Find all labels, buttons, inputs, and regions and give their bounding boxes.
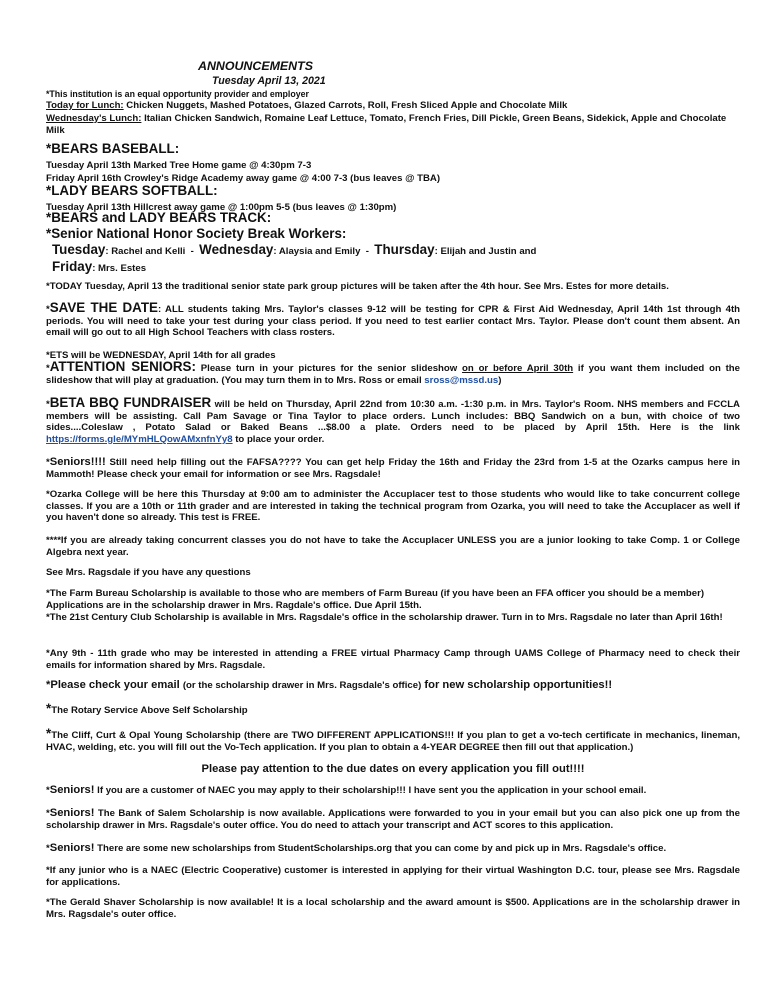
- student-scholarships-notice: *Seniors! There are some new scholarships from StudentScholarships.org that you can come by and pick up in Mrs. Ragsdale's office.: [46, 842, 667, 854]
- beta-bbq-text: will be held on Thursday, April 22nd from 10:30 a.m. -1:30 p.m. in Mrs. Taylor's Room. NHS members and FCCLA members will be assisting. Call Pam Savage or Tina Taylor to place orders. Lunch includes: BBQ Sandwich on a bun, with choice of two sides....Coleslaw , Potato Salad or Baked Beans ...$8.00 a plate. Orders need to be placed by April 15th. Here is the link: [46, 399, 740, 434]
- baseball-game-2: Friday April 16th Crowley's Ridge Academy away game @ 4:00 7-3 (bus leaves @ TBA): [46, 173, 441, 184]
- wednesday-lunch-label: Wednesday's Lunch:: [46, 113, 142, 124]
- naec-scholarship-notice: *Seniors! If you are a customer of NAEC you may apply to their scholarship!!! I have sent you the application in your school email.: [46, 784, 647, 796]
- rotary-text: The Rotary Service Above Self Scholarship: [51, 705, 248, 716]
- cliff-star: *: [46, 726, 52, 741]
- attention-seniors-heading: ATTENTION SENIORS:: [49, 359, 196, 374]
- baseball-game-1: Tuesday April 13th Marked Tree Home game @ 4:30pm 7-3: [46, 160, 312, 171]
- cliff-text: The Cliff, Curt & Opal Young Scholarship (there are TWO DIFFERENT APPLICATIONS!!! If you plan to get a vo-tech certificate in mechanics, lineman, HVAC, welding, etc. you will fill out the Vo-Tech application. If you plan to obtain a 4-YEAR DEGREE then fill out that application.): [46, 730, 740, 753]
- student-scholarships-heading: Seniors!: [49, 842, 95, 854]
- attention-seniors-text-1: Please turn in your pictures for the senior slideshow: [195, 363, 463, 374]
- save-the-date-heading: SAVE THE DATE: [49, 300, 158, 315]
- check-email-notice: [46, 680, 740, 692]
- dc-tour-notice: *If any junior who is a NAEC (Electric Cooperative) customer is interested in applying for their virtual Washington D.C. tour, please see Mrs. Ragsdale for applications.: [46, 865, 740, 888]
- bank-of-salem-notice: *Seniors! The Bank of Salem Scholarship is now available. Applications were forwarded to you in your email but you can also pick one up from the scholarship drawer in Mrs. Ragsdale's outer office. You do need to attach your transcript and ACT scores to this application.: [46, 807, 740, 831]
- nhs-workers-line-2: [52, 261, 746, 275]
- track-heading: *BEARS and LADY BEARS TRACK:: [46, 210, 272, 225]
- wednesday-lunch: [46, 113, 740, 136]
- bank-salem-text: The Bank of Salem Scholarship is now available. Applications were forwarded to you in your email but you can also pick one up from the scholarship drawer in Mrs. Ragsdale's outer office. You do need to attach your transcript and ACT scores to this application.: [46, 808, 740, 831]
- page-title: ANNOUNCEMENTS: [198, 59, 313, 73]
- rotary-star: *: [46, 701, 52, 716]
- today-lunch: [46, 100, 740, 112]
- fafsa-heading: Seniors!!!!: [49, 456, 106, 468]
- nhs-workers-line-1: [52, 244, 746, 258]
- gerald-shaver-notice: *The Gerald Shaver Scholarship is now available! It is a local scholarship and the award amount is $500. Applications are in the scholarship drawer in Mrs. Ragsdale's outer office.: [46, 897, 740, 920]
- century-club-notice: *The 21st Century Club Scholarship is available in Mrs. Ragsdale's office in the scholarship drawer. Turn in to Mrs. Ragsdale no later than April 16th!: [46, 612, 723, 623]
- check-email-start: *Please check your email: [46, 679, 183, 691]
- nhs-friday-label: Friday: [52, 259, 93, 274]
- softball-game-1: Tuesday April 13th Hillcrest away game @ 1:00pm 5-5 (bus leaves @ 1:30pm): [46, 202, 397, 213]
- bbq-order-form-link[interactable]: https://forms.gle/MYmHLQowAMxnfnYy8: [46, 433, 233, 445]
- today-lunch-label: Today for Lunch:: [46, 100, 124, 111]
- nhs-wednesday-names: : Alaysia and Emily -: [273, 246, 375, 257]
- nhs-heading-text: Senior National Honor Society Break Workers:: [51, 226, 347, 241]
- beta-bbq-text-end: to place your order.: [232, 433, 325, 445]
- wednesday-lunch-menu: Italian Chicken Sandwich, Romaine Leaf Lettuce, Tomato, French Fries, Dill Pickle, Green Beans, Sidekick, Apple and Chocolate Milk: [46, 113, 727, 136]
- track-heading-text: BEARS and LADY BEARS TRACK:: [51, 210, 272, 225]
- softball-heading: *LADY BEARS SOFTBALL:: [46, 183, 218, 198]
- ozarka-notice: *Ozarka College will be here this Thursday at 9:00 am to administer the Accuplacer test to those students who would like to take concurrent college classes. If you are a 10th or 11th grader and are interested in taking the technical program from Ozarka, you will need to take the Accuplacer as well if you haven't done so already. This test is FREE.: [46, 489, 740, 524]
- farm-bureau-notice: *The Farm Bureau Scholarship is available to those who are members of Farm Bureau (if you have been an FFA officer you should be a member) Applications are in the scholarship drawer in Mrs. Ragdale's office. Due April 15th.: [46, 588, 705, 611]
- see-ragsdale-notice: See Mrs. Ragsdale if you have any questions: [46, 567, 251, 578]
- nhs-tuesday-names: : Rachel and Kelli -: [105, 246, 200, 257]
- naec-text: If you are a customer of NAEC you may apply to their scholarship!!! I have sent you the application in your school email.: [94, 785, 647, 796]
- attention-seniors-text-2: if you want them included on the slideshow that will play at graduation. (You may turn them in to Mrs. Ross or email: [46, 363, 740, 386]
- attention-seniors-notice: *ATTENTION SENIORS: Please turn in your pictures for the senior slideshow on or before April 30th if you want them included on the slideshow that will play at graduation. (You may turn them in to Mrs. Ross or email sross@mssd.us): [46, 359, 740, 386]
- fafsa-notice: *Seniors!!!! Still need help filling out the FAFSA???? You can get help Friday the 16th and Friday the 23rd from 1-5 at the Ozarks campus here in Mammoth! Please check your email for information or see Mrs. Ragsdale!: [46, 456, 740, 480]
- baseball-heading-text: BEARS BASEBALL:: [51, 141, 180, 156]
- ets-notice: *ETS will be WEDNESDAY, April 14th for all grades: [46, 350, 276, 361]
- cliff-curt-opal-scholarship: [46, 728, 740, 753]
- baseball-heading: *BEARS BASEBALL:: [46, 141, 180, 156]
- nhs-tuesday-label: Tuesday: [52, 242, 106, 257]
- concurrent-notice: ****If you are already taking concurrent classes you do not have to take the Accuplacer UNLESS you are a junior looking to take Comp. 1 or College Algebra next year.: [46, 535, 740, 558]
- beta-bbq-heading: BETA BBQ FUNDRAISER: [49, 395, 212, 410]
- today-lunch-menu: Chicken Nuggets, Mashed Potatoes, Glazed Carrots, Roll, Fresh Sliced Apple and Chocolate Milk: [123, 100, 568, 111]
- check-email-small: (or the scholarship drawer in Mrs. Ragsdale's office): [182, 680, 422, 691]
- equal-opportunity-notice: *This institution is an equal opportunity provider and employer: [46, 89, 309, 99]
- bank-salem-heading: Seniors!: [49, 807, 95, 819]
- check-email-end: for new scholarship opportunities!!: [421, 679, 613, 691]
- softball-heading-text: LADY BEARS SOFTBALL:: [51, 183, 218, 198]
- student-scholarships-text: There are some new scholarships from StudentScholarships.org that you can come by and pick up in Mrs. Ragsdale's office.: [94, 843, 667, 854]
- save-the-date-notice: *SAVE THE DATE: ALL students taking Mrs. Taylor's classes 9-12 will be testing for CPR & First Aid Wednesday, April 14th 1st through 4th periods. You will need to take your test during your class period. If you need to test earlier contact Mrs. Taylor. Please don't count them absent. An email will go out to all High School Teachers with class rosters.: [46, 300, 740, 339]
- nhs-friday-names: : Mrs. Estes: [92, 263, 147, 274]
- pharmacy-camp-notice: *Any 9th - 11th grade who may be interested in attending a FREE virtual Pharmacy Camp through UAMS College of Pharmacy need to check their emails for information shared by Mrs. Ragsdale.: [46, 648, 740, 671]
- naec-heading: Seniors!: [49, 784, 95, 796]
- nhs-wednesday-label: Wednesday: [199, 242, 274, 257]
- attention-seniors-text-3: ): [498, 374, 502, 386]
- nhs-heading: *Senior National Honor Society Break Workers:: [46, 226, 347, 241]
- rotary-scholarship: [46, 703, 740, 717]
- announcement-date: Tuesday April 13, 2021: [212, 75, 326, 87]
- senior-pictures-notice: *TODAY Tuesday, April 13 the traditional senior state park group pictures will be taken after the 4th hour. See Mrs. Estes for more details.: [46, 281, 669, 292]
- beta-bbq-notice: *BETA BBQ FUNDRAISER will be held on Thursday, April 22nd from 10:30 a.m. -1:30 p.m. in Mrs. Taylor's Room. NHS members and FCCLA members will be assisting. Call Pam Savage or Tina Taylor to place orders. Lunch includes: BBQ Sandwich on a bun, with choice of two sides....Coleslaw , Potato Salad or Baked Beans ...$8.00 a plate. Orders need to be placed by April 15th. Here is the link https://forms.gle/MYmHLQowAMxnfnYy8 to place your order.: [46, 395, 740, 445]
- due-dates-reminder: Please pay attention to the due dates on every application you fill out!!!!: [201, 763, 585, 775]
- ross-email-link[interactable]: sross@mssd.us: [424, 374, 499, 386]
- nhs-thursday-label: Thursday: [374, 242, 435, 257]
- attention-seniors-deadline: on or before April 30th: [462, 363, 574, 374]
- fafsa-text: Still need help filling out the FAFSA???? You can get help Friday the 16th and Friday the 23rd from 1-5 at the Ozarks campus here in Mammoth! Please check your email for information or see Mrs. Ragsdale!: [46, 457, 740, 480]
- save-the-date-text: : ALL students taking Mrs. Taylor's classes 9-12 will be testing for CPR & First Aid Wednesday, April 14th 1st through 4th periods. You will need to take your test during your class period. If you need to test earlier contact Mrs. Taylor. Please don't count them absent. An email will go out to all High School Teachers with class rosters.: [46, 304, 740, 339]
- nhs-thursday-names: : Elijah and Justin and: [434, 246, 537, 257]
